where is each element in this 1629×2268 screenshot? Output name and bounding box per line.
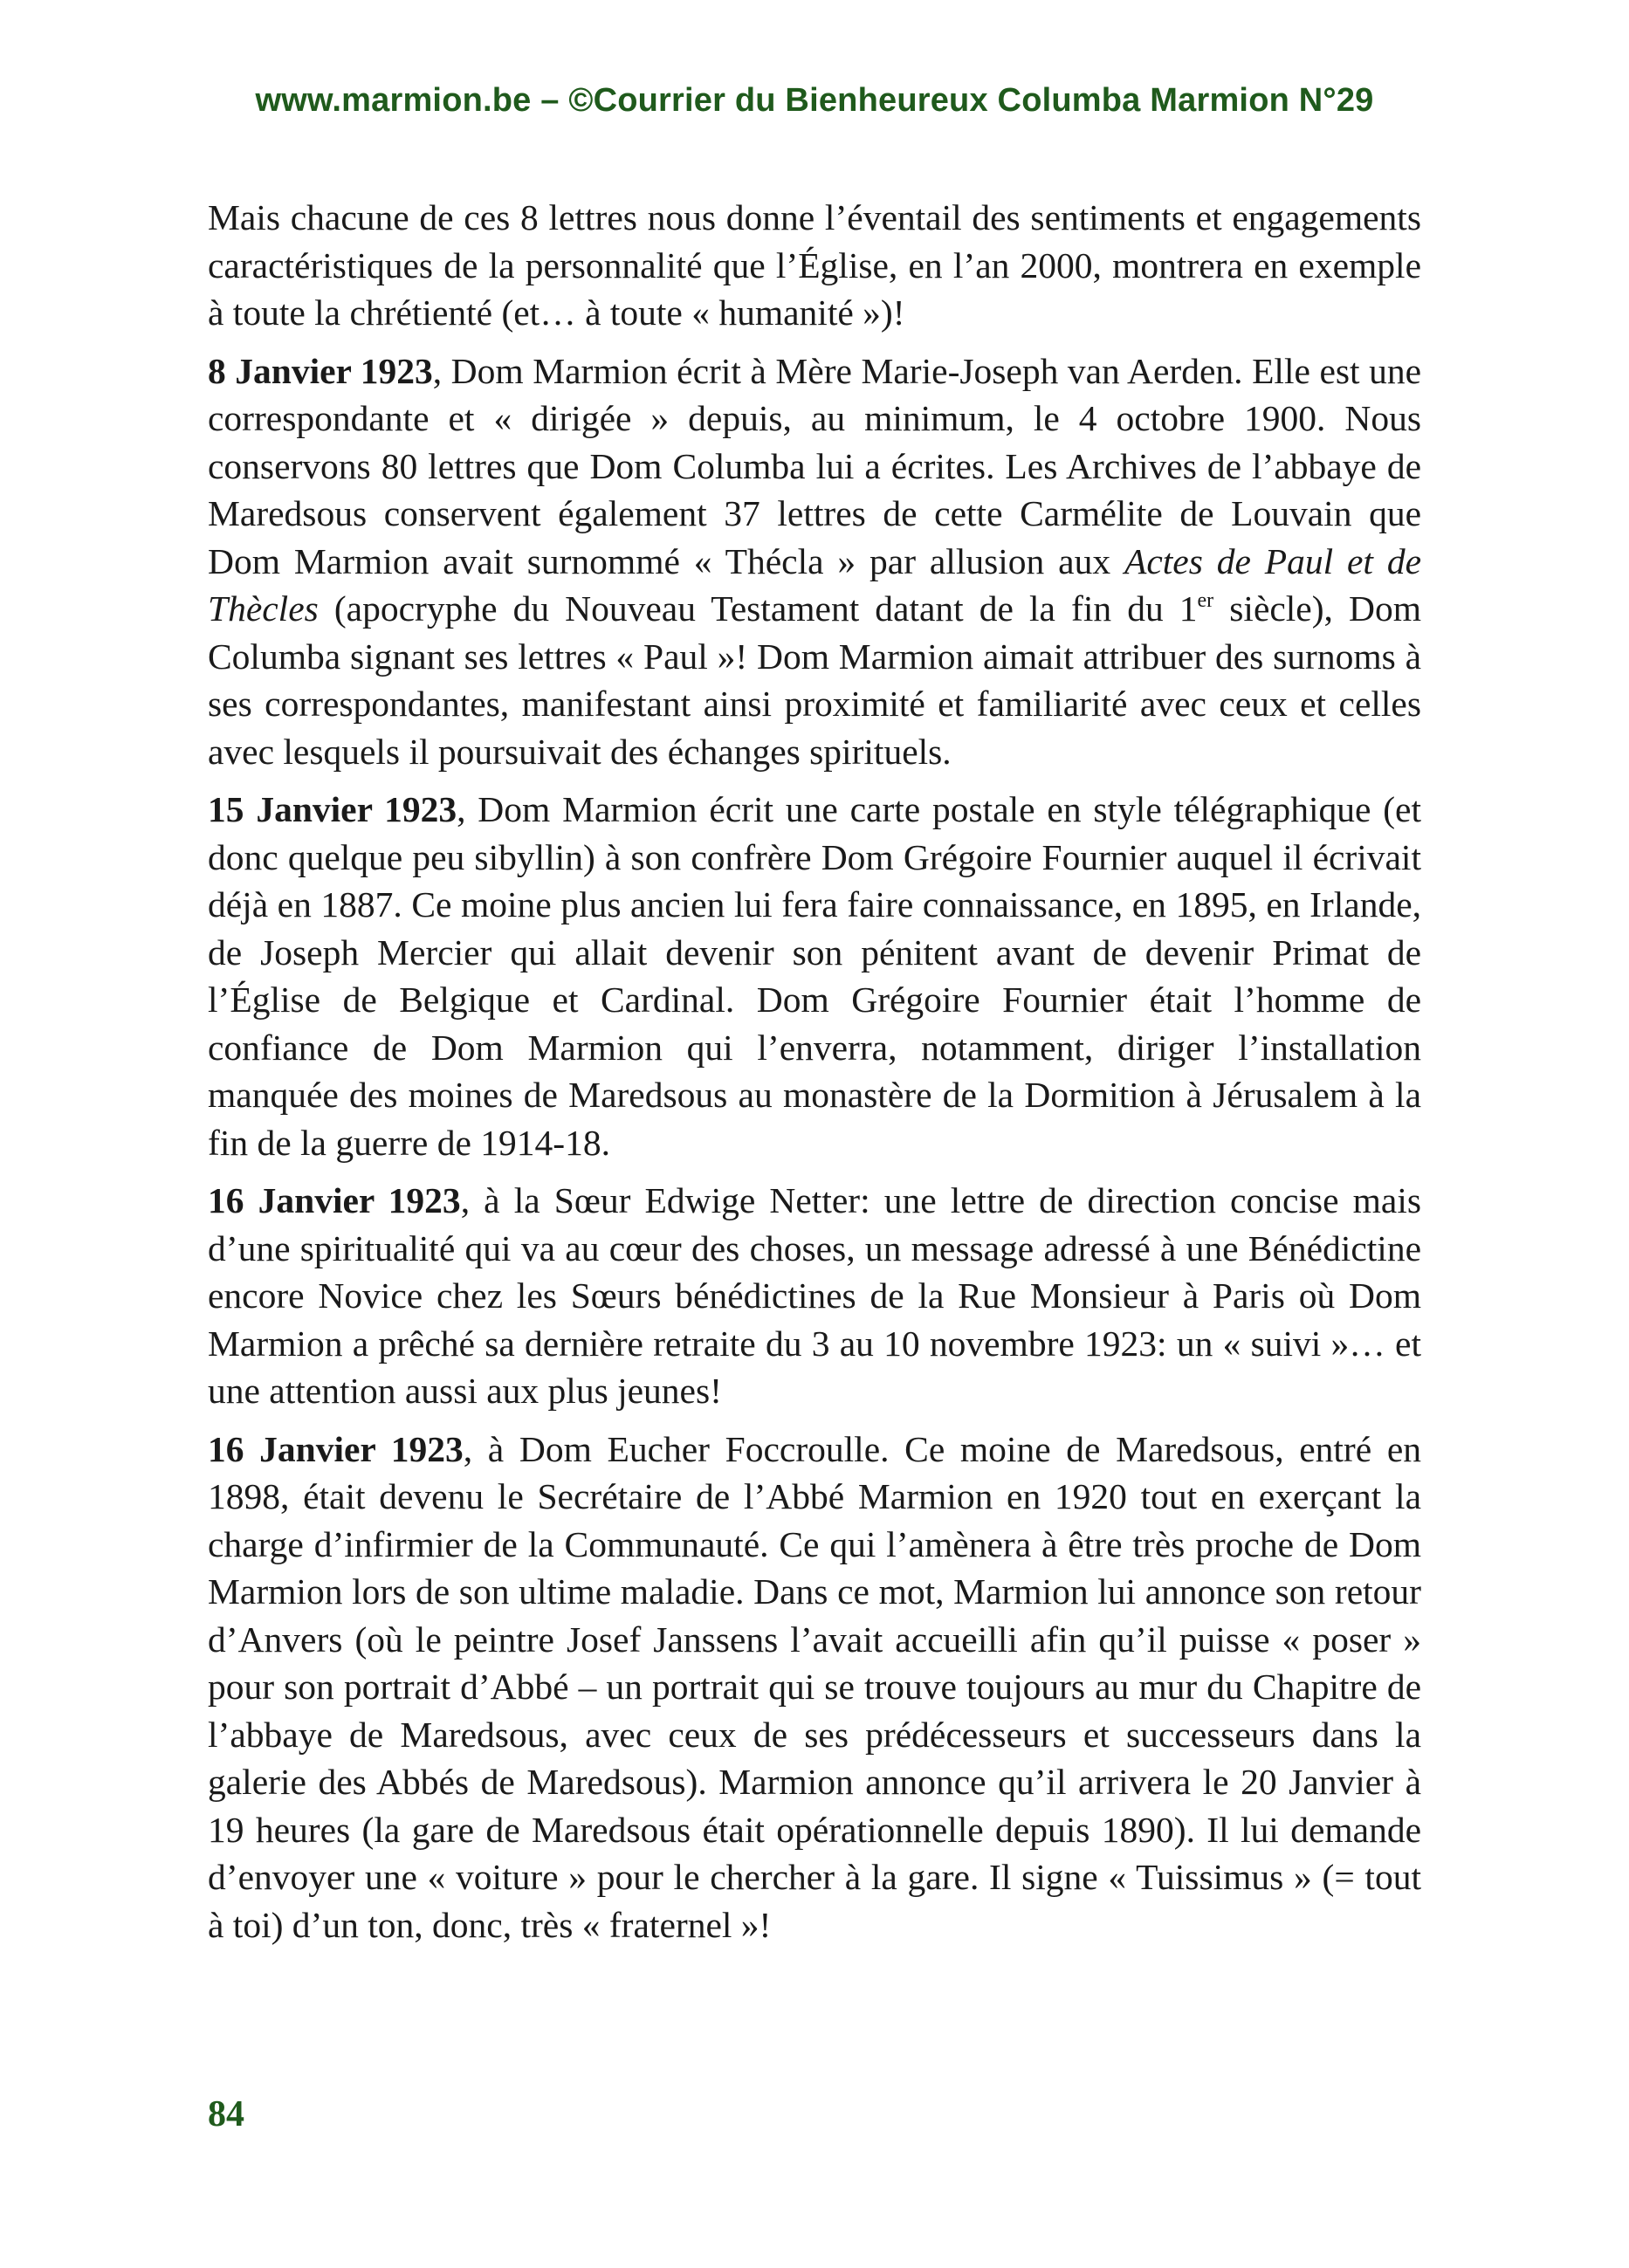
paragraph-text: , à la Sœur Edwige Netter: une lettre de direction concise mais d’une spiritualité qui va au cœur des choses, un message adressé à une Bénédictine encore Novice chez les Sœurs bénédictines de la Rue Monsieur à Paris où Dom Marmion a prêché sa dernière retraite du 3 au 10 novembre 1923: un « suivi »… et une attention aussi aux plus jeunes! (208, 1180, 1421, 1411)
paragraph (208, 1177, 1421, 1415)
page-number: 84 (208, 2094, 244, 2134)
paragraph (208, 786, 1421, 1166)
entry-date: 8 Janvier 1923 (208, 350, 433, 391)
paragraph-text: , à Dom Eucher Foccroulle. Ce moine de Maredsous, entré en 1898, était devenu le Secrétaire de l’Abbé Marmion en 1920 tout en exerçant la charge d’infirmier de la Communauté. Ce qui l’amènera à être très proche de Dom Marmion lors de son ultime maladie. Dans ce mot, Marmion lui annonce son retour d’Anvers (où le peintre Josef Janssens l’avait accueilli afin qu’il puisse « poser » pour son portrait d’Abbé – un portrait qui se trouve toujours au mur du Chapitre de l’abbaye de Maredsous, avec ceux de ses prédécesseurs et successeurs dans la galerie des Abbés de Maredsous). Marmion annonce qu’il arrivera le 20 Janvier à 19 heures (la gare de Maredsous était opérationnelle depuis 1890). Il lui demande d’envoyer une « voiture » pour le chercher à la gare. Il signe « Tuissimus » (= tout à toi) d’un ton, donc, très « fraternel »! (208, 1428, 1421, 1945)
paragraph-text: , Dom Marmion écrit à Mère Marie-Joseph van Aerden. Elle est une correspondante et « dirigée » depuis, au minimum, le 4 octobre 1900. Nous conservons 80 lettres que Dom Columba lui a écrites. Les Archives de l’abbaye de Maredsous conservent également 37 lettres de cette Carmélite de Louvain que Dom Marmion avait surnommé « Thécla » par allusion aux (208, 350, 1421, 581)
entry-date: 16 Janvier 1923 (208, 1428, 464, 1469)
entry-date: 15 Janvier 1923 (208, 789, 457, 829)
entry-date: 16 Janvier 1923 (208, 1180, 461, 1220)
paragraph (208, 1426, 1421, 1949)
paragraph-text: , Dom Marmion écrit une carte postale en style télégraphique (et donc quelque peu sibyllin) à son confrère Dom Grégoire Fournier auquel il écrivait déjà en 1887. Ce moine plus ancien lui fera faire connaissance, en 1895, en Irlande, de Joseph Mercier qui allait devenir son pénitent avant de devenir Primat de l’Église de Belgique et Cardinal. Dom Grégoire Fournier était l’homme de confiance de Dom Marmion qui l’enverra, notamment, diriger l’installation manquée des moines de Maredsous au monastère de la Dormition à Jérusalem à la fin de la guerre de 1914-18. (208, 789, 1421, 1163)
paragraph-text: Mais chacune de ces 8 lettres nous donne l’éventail des sentiments et engagements caractéristiques de la personnalité que l’Église, en l’an 2000, montrera en exemple à toute la chrétienté (et… à toute « humanité »)! (208, 197, 1421, 333)
paragraph (208, 194, 1421, 337)
ordinal-superscript: er (1197, 589, 1214, 612)
body-text (208, 194, 1421, 1959)
book-title: Actes de Paul et de Thècles (208, 540, 1421, 629)
paragraph (208, 347, 1421, 776)
paragraph-text: siècle), Dom Columba signant ses lettres « Paul »! Dom Marmion aimait attribuer des surnoms à ses correspondantes, manifestant ainsi proximité et familiarité avec ceux et celles avec lesquels il poursuivait des échanges spirituels. (208, 588, 1421, 772)
running-header: www.marmion.be – ©Courrier du Bienheureux Columba Marmion N°29 (255, 82, 1374, 119)
paragraph-text: (apocryphe du Nouveau Testament datant de la fin du 1 (318, 588, 1198, 629)
